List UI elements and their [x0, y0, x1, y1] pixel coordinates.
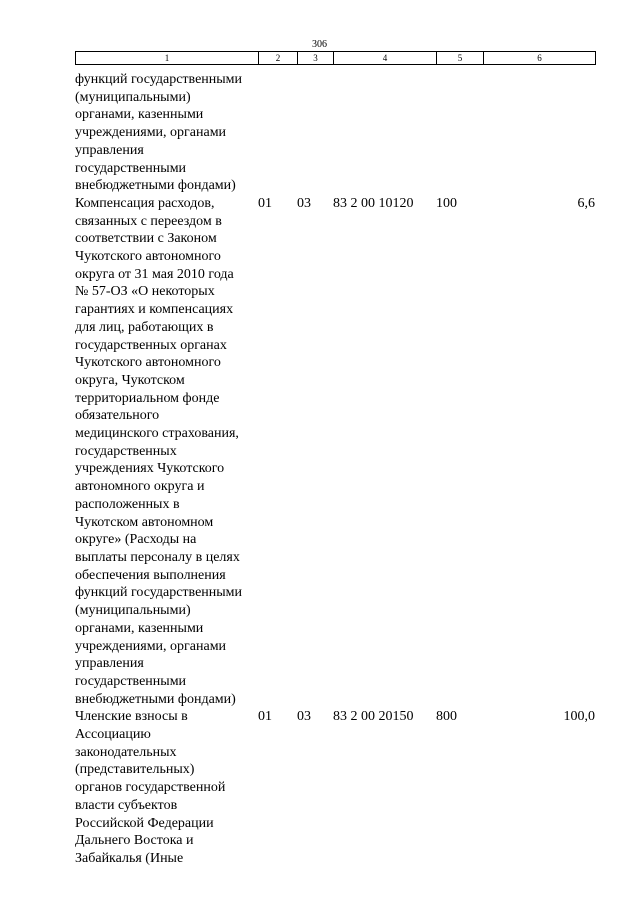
- table-body: [75, 71, 595, 868]
- row-target-article: 83 2 00 10120: [333, 195, 414, 211]
- column-header-4: 4: [334, 52, 437, 65]
- column-header-6: 6: [484, 52, 596, 65]
- table-row: [75, 71, 595, 195]
- row-name: Членские взносы в Ассоциацию законодательных (представительных) органов государственной власти субъектов Российской Федерации Дальнего Востока и Забайкалья (Иные: [75, 709, 226, 866]
- row-name: функций государственными (муниципальными) органами, казенными учреждениями, органами управления государственными внебюджетными фондами): [75, 72, 243, 194]
- row-expense-type: 100: [436, 195, 457, 211]
- page-number: 306: [312, 39, 327, 50]
- column-header-1: 1: [76, 52, 259, 65]
- table-row: [75, 708, 595, 867]
- row-name: Компенсация расходов, связанных с переездом в соответствии с Законом Чукотского автономного округа от 31 мая 2010 года № 57-ОЗ «О некоторых гарантиях и компенсациях для лиц, работающих в государственных органах Чукотского автономного округа, Чукотском территориальном фонде обязательного медицинского страхования, государственных учреждениях Чукотского автономного округа и расположенных в Чукотском автономном округе» (Расходы на выплаты персоналу в целях обеспечения выполнения функций государственными (муниципальными) органами, казенными учреждениями, органами управления государственными внебюджетными фондами): [75, 195, 243, 707]
- row-section: 01: [258, 195, 272, 211]
- column-header-row: [76, 52, 596, 65]
- column-header-5: 5: [437, 52, 484, 65]
- row-amount: 100,0: [563, 709, 595, 725]
- table-row: [75, 195, 595, 708]
- row-section: 01: [258, 709, 272, 725]
- column-header-3: 3: [298, 52, 334, 65]
- row-target-article: 83 2 00 20150: [333, 709, 414, 725]
- row-subsection: 03: [297, 195, 311, 211]
- row-expense-type: 800: [436, 709, 457, 725]
- column-header-table: [75, 51, 596, 65]
- row-amount: 6,6: [577, 195, 595, 211]
- column-header-2: 2: [259, 52, 298, 65]
- row-subsection: 03: [297, 709, 311, 725]
